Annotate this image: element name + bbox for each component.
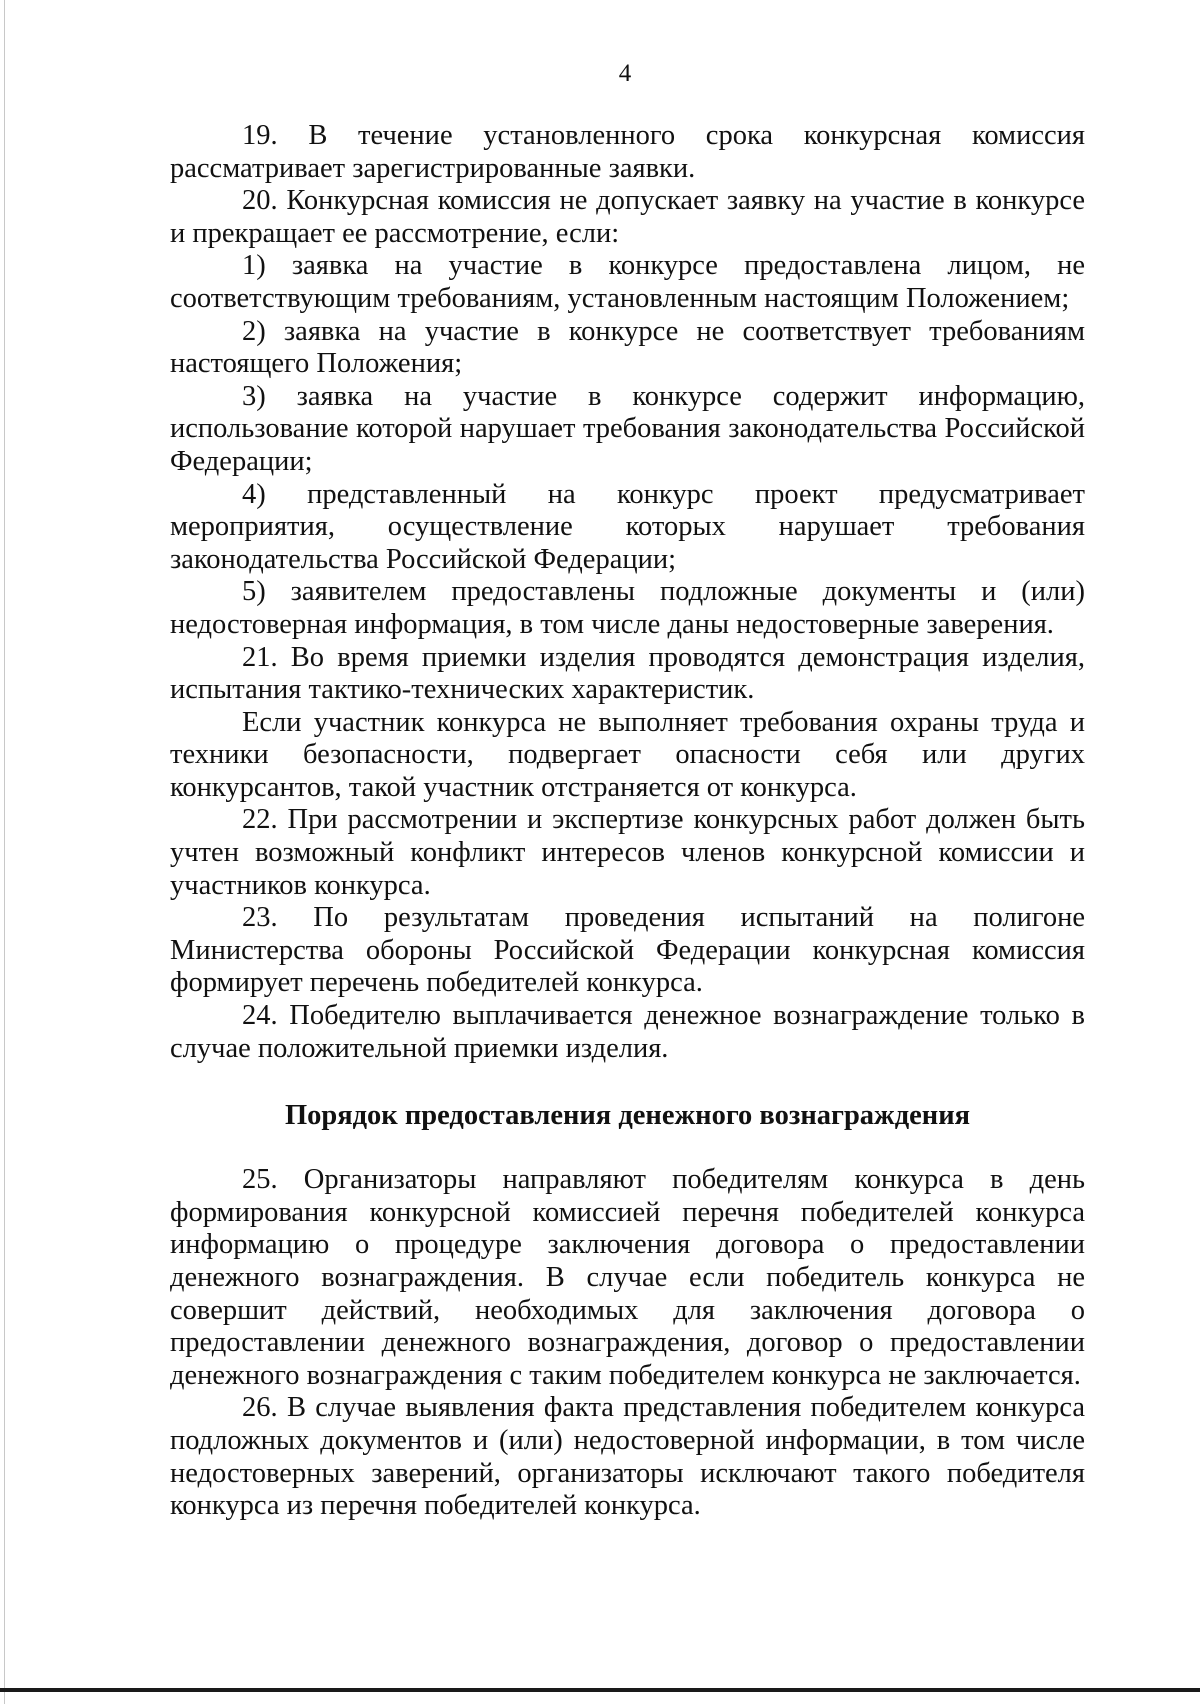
scan-edge-left	[4, 0, 5, 1704]
paragraph-20-item-5: 5) заявителем предоставлены подложные документы и (или) недостоверная информация, в том числе даны недостоверные заверения.	[170, 576, 1085, 640]
paragraph-20: 20. Конкурсная комиссия не допускает заявку на участие в конкурсе и прекращает ее рассмотрение, если:	[170, 185, 1085, 249]
paragraph-26: 26. В случае выявления факта представления победителем конкурса подложных документов и (или) недостоверной информации, в том числе недостоверных заверений, организаторы исключают такого победителя конкурса из перечня победителей конкурса.	[170, 1392, 1085, 1522]
paragraph-20-item-2: 2) заявка на участие в конкурсе не соответствует требованиям настоящего Положения;	[170, 315, 1085, 380]
document-body	[170, 120, 1085, 1523]
paragraph-22: 22. При рассмотрении и экспертизе конкурсных работ должен быть учтен возможный конфликт интересов членов конкурсной комиссии и участников конкурса.	[170, 804, 1085, 901]
paragraph-21-continuation: Если участник конкурса не выполняет требования охраны труда и техники безопасности, подвергает опасности себя или других конкурсантов, такой участник отстраняется от конкурса.	[170, 706, 1085, 803]
paragraph-19: 19. В течение установленного срока конкурсная комиссия рассматривает зарегистрированные заявки.	[170, 120, 1085, 184]
paragraph-20-item-3: 3) заявка на участие в конкурсе содержит информацию, использование которой нарушает требования законодательства Российской Федерации;	[170, 380, 1085, 477]
paragraph-21: 21. Во время приемки изделия проводятся демонстрация изделия, испытания тактико-технических характеристик.	[170, 641, 1085, 706]
paragraph-20-item-1: 1) заявка на участие в конкурсе предоставлена лицом, не соответствующим требованиям, установленным настоящим Положением;	[170, 250, 1085, 314]
paragraph-20-item-4: 4) представленный на конкурс проект предусматривает мероприятия, осуществление которых нарушает требования законодательства Российской Федерации;	[170, 478, 1085, 575]
section-heading: Порядок предоставления денежного вознаграждения	[284, 1100, 971, 1132]
page-number: 4	[618, 60, 632, 87]
scan-edge-bottom	[0, 1688, 1200, 1692]
paragraph-23: 23. По результатам проведения испытаний на полигоне Министерства обороны Российской Федерации конкурсная комиссия формирует перечень победителей конкурса.	[170, 902, 1085, 999]
paragraph-25: 25. Организаторы направляют победителям конкурса в день формирования конкурсной комиссией перечня победителей конкурса информацию о процедуре заключения договора о предоставлении денежного вознаграждения. В случае если победитель конкурса не совершит действий, необходимых для заключения договора о предоставлении денежного вознаграждения, договор о предоставлении денежного вознаграждения с таким победителем конкурса не заключается.	[170, 1164, 1085, 1391]
paragraph-24: 24. Победителю выплачивается денежное вознаграждение только в случае положительной приемки изделия.	[170, 1000, 1085, 1064]
